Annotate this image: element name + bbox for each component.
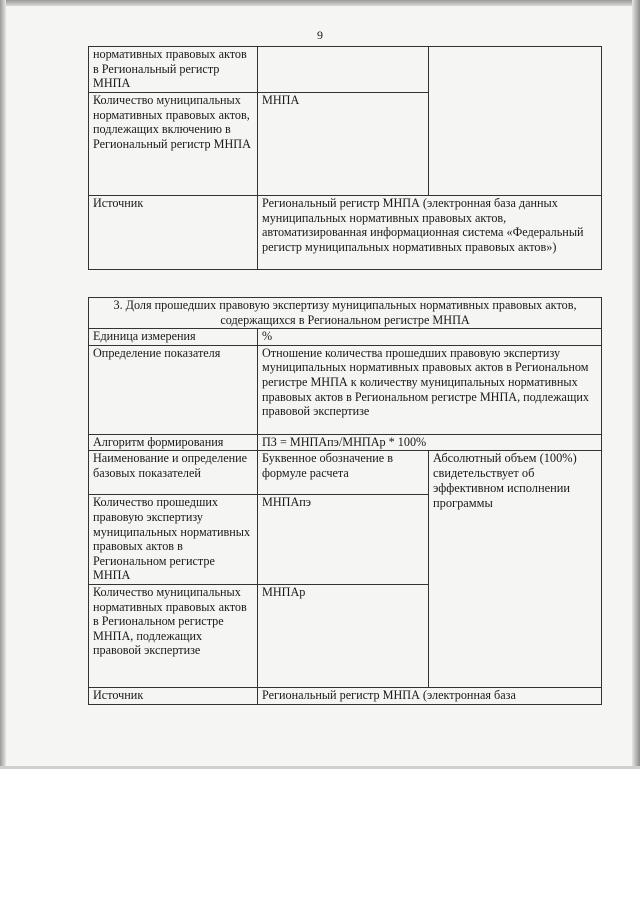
table-row [89, 298, 602, 329]
table-row [89, 196, 602, 270]
row-value: МНПАпэ [258, 495, 429, 585]
row-value: Буквенное обозначение в формуле расчета [258, 451, 429, 495]
row-label: Количество муниципальных нормативных правовых актов в Региональном регистре МНПА, подлежащих правовой экспертизе [89, 584, 258, 687]
row-value: Региональный регистр МНПА (электронная база данных муниципальных нормативных правовых актов, автоматизированная информационная система «Федеральный регистр муниципальных нормативных правовых актов») [258, 196, 602, 270]
row-label: Наименование и определение базовых показателей [89, 451, 258, 495]
scan-edge-right [632, 0, 640, 768]
row-label: Количество муниципальных нормативных правовых актов, подлежащих включению в Региональный регистр МНПА [89, 93, 258, 196]
row-value [258, 47, 429, 93]
table-row [89, 345, 602, 434]
row-label: Единица измерения [89, 329, 258, 346]
row-value: % [258, 329, 602, 346]
row-label: Определение показателя [89, 345, 258, 434]
indicator-title: 3. Доля прошедших правовую экспертизу муниципальных нормативных правовых актов, содержащихся в Региональном регистре МНПА [89, 298, 602, 329]
row-label: Источник [89, 687, 258, 704]
table-row [89, 451, 602, 495]
table-row [89, 47, 602, 93]
row-label: Источник [89, 196, 258, 270]
indicator-table-continued [88, 46, 602, 270]
scan-edge-top [0, 0, 640, 6]
row-label: Количество прошедших правовую экспертизу муниципальных нормативных правовых актов в Региональном регистре МНПА [89, 495, 258, 585]
formula: ПЗ = МНПАпэ/МНПАр * 100% [258, 434, 602, 451]
row-value: Региональный регистр МНПА (электронная база [258, 687, 602, 704]
empty-note-cell [429, 47, 602, 196]
table-row [89, 434, 602, 451]
table-row [89, 687, 602, 704]
note-cell: Абсолютный объем (100%) свидетельствует об эффективном исполнении программы [429, 451, 602, 688]
scan-edge-left [0, 0, 6, 768]
indicator-table-3 [88, 297, 602, 705]
row-value: МНПА [258, 93, 429, 196]
row-label: Алгоритм формирования [89, 434, 258, 451]
row-value: Отношение количества прошедших правовую экспертизу муниципальных нормативных правовых актов в Региональном регистре МНПА к количеству муниципальных нормативных правовых актов в Региональном регистре МНПА, подлежащих правовой экспертизе [258, 345, 602, 434]
page-number: 9 [317, 28, 323, 42]
scan-edge-bottom [0, 766, 640, 769]
row-value: МНПАр [258, 584, 429, 687]
table-row [89, 329, 602, 346]
row-label: нормативных правовых актов в Региональный регистр МНПА [89, 47, 258, 93]
